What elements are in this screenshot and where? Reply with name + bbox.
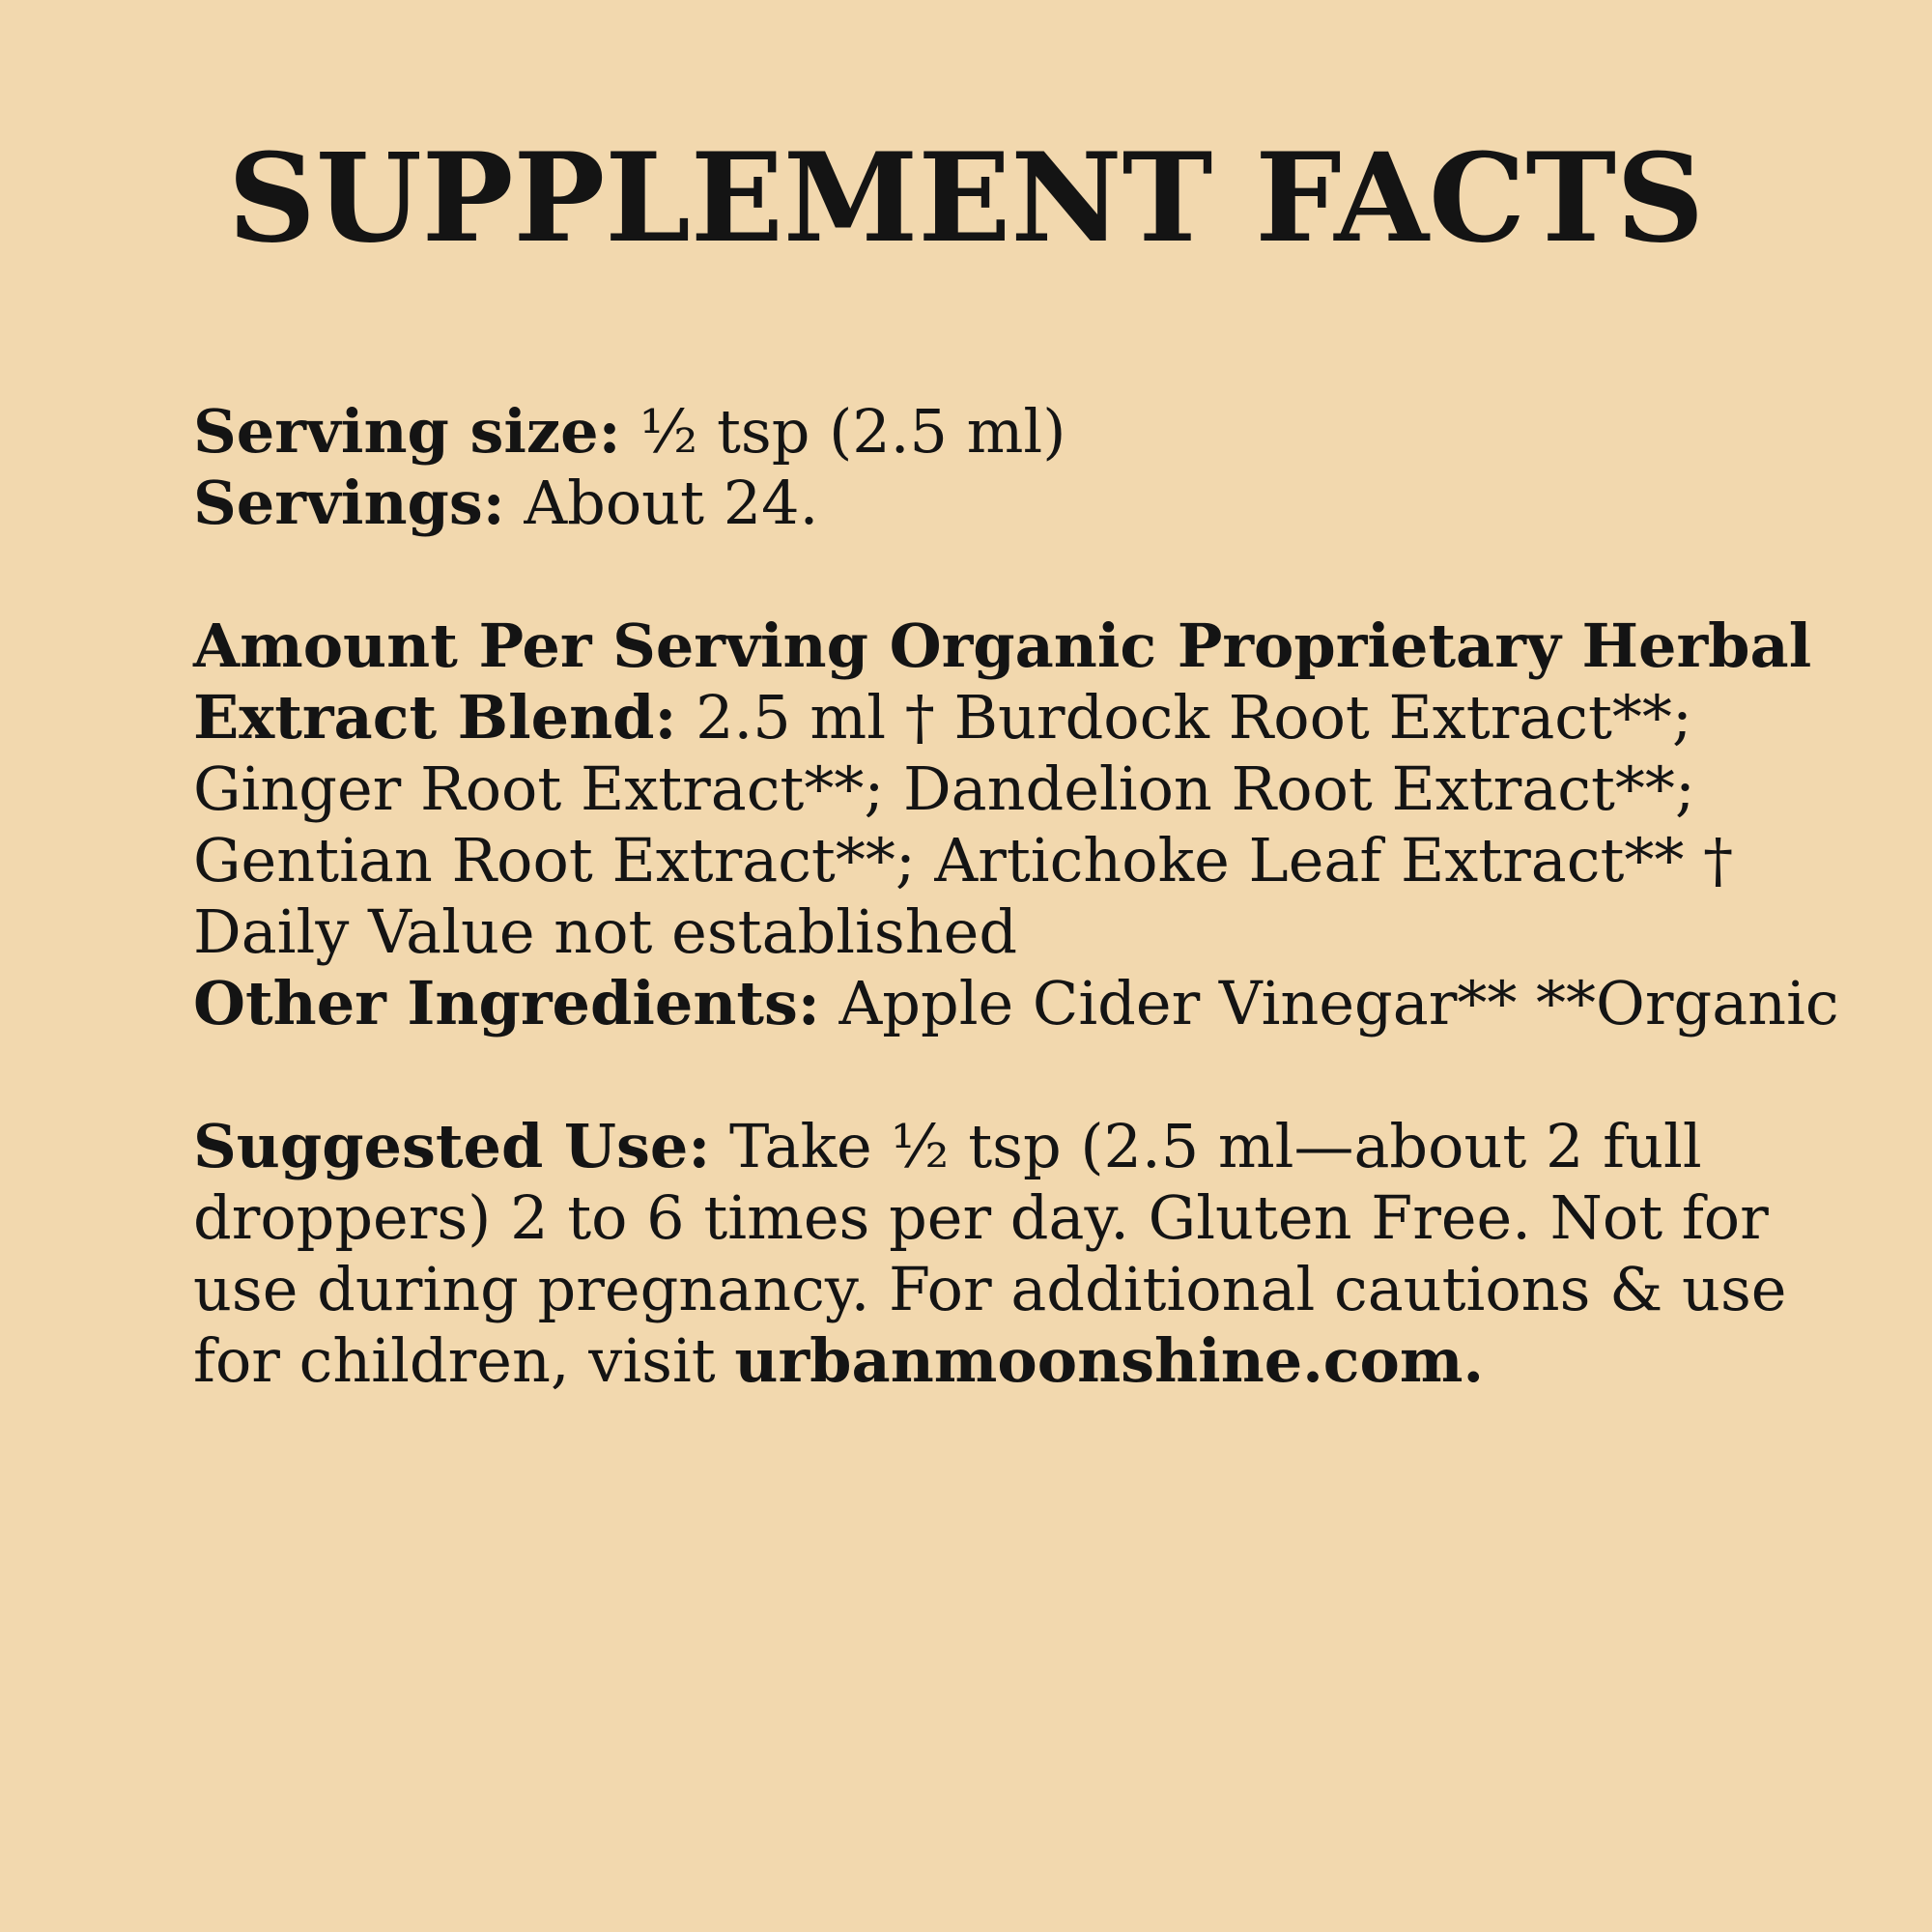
blend-line-2 — [193, 682, 1777, 753]
website-link[interactable]: urbanmoonshine.com. — [734, 1325, 1485, 1396]
suggested-use-text: Take ½ tsp (2.5 ml—about 2 full — [710, 1111, 1702, 1181]
blend-amount-text: 2.5 ml † Burdock Root Extract**; — [676, 682, 1692, 753]
serving-size-row — [193, 396, 1777, 468]
daily-value-note: Daily Value not established — [193, 896, 1018, 967]
other-ingredients-value: Apple Cider Vinegar** **Organic — [819, 968, 1839, 1038]
servings-row — [193, 468, 1777, 539]
spacer — [193, 539, 1777, 611]
blend-line-3: Ginger Root Extract**; Dandelion Root Extract**; — [193, 753, 1695, 824]
blend-line-4: Gentian Root Extract**; Artichoke Leaf Extract** † — [193, 825, 1734, 895]
spacer — [193, 1039, 1777, 1111]
suggested-use-line-1 — [193, 1111, 1777, 1182]
facts-content — [193, 396, 1839, 1397]
blend-heading: Amount Per Serving Organic Proprietary Herbal — [193, 611, 1812, 681]
serving-size-label: Serving size: — [193, 396, 621, 467]
servings-label: Servings: — [193, 468, 505, 538]
other-ingredients-row — [193, 968, 1839, 1039]
suggested-use-label: Suggested Use: — [193, 1111, 711, 1181]
serving-size-value: ½ tsp (2.5 ml) — [620, 396, 1066, 467]
suggested-use-line-2: droppers) 2 to 6 times per day. Gluten Free. Not for — [193, 1182, 1769, 1253]
blend-heading-cont: Extract Blend: — [193, 682, 677, 753]
suggested-use-prefix: for children, visit — [193, 1325, 735, 1396]
page-title: SUPPLEMENT FACTS — [227, 127, 1705, 270]
suggested-use-line-3: use during pregnancy. For additional cautions & use — [193, 1254, 1787, 1324]
suggested-use-line-4 — [193, 1325, 1777, 1397]
other-ingredients-label: Other Ingredients: — [193, 968, 820, 1038]
blend-heading-line — [193, 611, 1812, 682]
servings-value: About 24. — [504, 468, 819, 538]
